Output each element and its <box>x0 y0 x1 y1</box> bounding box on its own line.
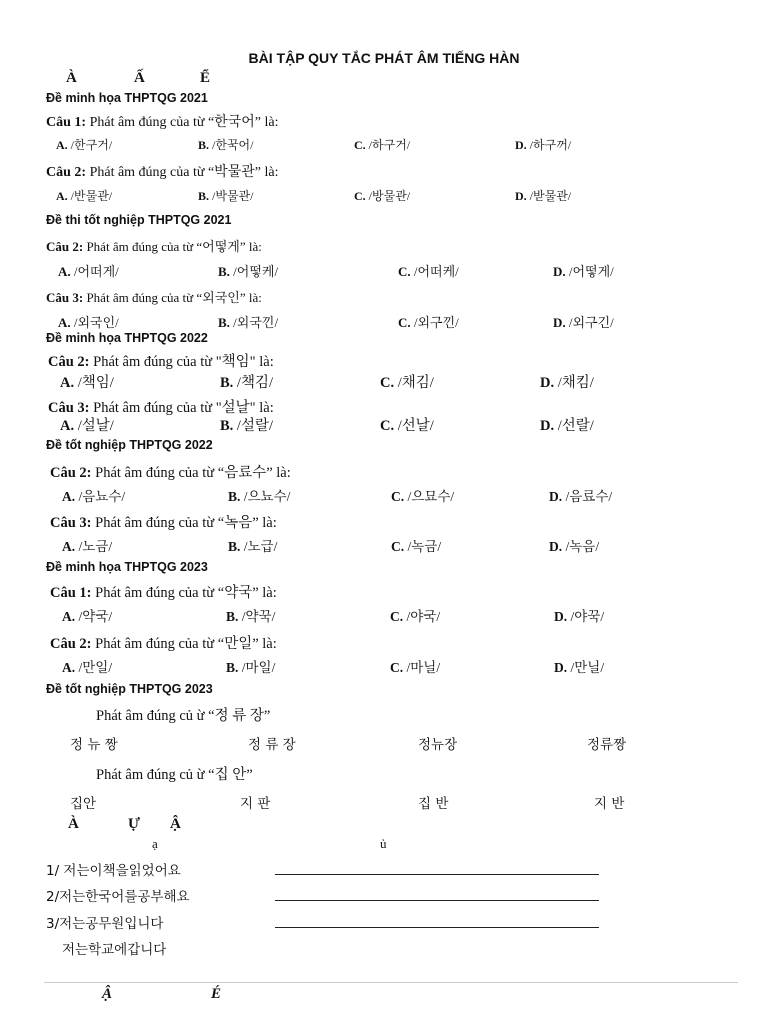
option-b: B. /노급/ <box>228 539 278 554</box>
option-d: D. /어떻게/ <box>553 264 614 279</box>
section-heading: Đề minh họa THPTQG 2023 <box>46 560 208 574</box>
option-d: 정류짱 <box>587 737 627 753</box>
section-heading: Đề tốt nghiệp THPTQG 2022 <box>46 438 213 452</box>
page-title: BÀI TẬP QUY TẮC PHÁT ÂM TIẾNG HÀN <box>248 50 520 66</box>
option-c: C. /어떠케/ <box>398 264 459 279</box>
option-c: C. /으묘수/ <box>391 489 455 504</box>
question: Câu 3: Phát âm đúng của từ "설날" là: <box>48 400 274 416</box>
exercise-sub-fragment-1: ạ <box>152 836 158 851</box>
answer-line[interactable] <box>275 900 599 901</box>
divider <box>44 982 738 983</box>
header-fragment-3: Ể <box>200 70 211 86</box>
option-d: D. /하구꺼/ <box>515 138 572 152</box>
header-fragment-2: Ấ <box>134 70 145 86</box>
option-c: C. /마닐/ <box>390 660 441 675</box>
option-b: B. /약꾹/ <box>226 609 276 624</box>
option-a: A. /설날/ <box>60 418 114 434</box>
question-text: Phát âm đúng củ ừ “정 류 장” <box>96 708 271 724</box>
exercise-item: 2/저는한국어를공부해요 <box>46 889 190 905</box>
option-b: B. /박물관/ <box>198 189 254 203</box>
option-d: D. /야꾹/ <box>554 609 605 624</box>
option-c: C. /선날/ <box>380 418 434 434</box>
exercise-fragment-3: Ậ <box>170 816 181 832</box>
option-b: 정 류 장 <box>248 737 296 753</box>
option-b: B. /외국낀/ <box>218 315 279 330</box>
exercise-item: 저는학교에갑니다 <box>62 942 167 958</box>
question: Câu 2: Phát âm đúng của từ “어떻게” là: <box>46 239 262 254</box>
option-a: 정 뉴 짱 <box>70 737 118 753</box>
question: Câu 3: Phát âm đúng của từ “녹음” là: <box>50 515 277 531</box>
answer-line[interactable] <box>275 874 599 875</box>
option-a: A. /한구거/ <box>56 138 113 152</box>
answer-line[interactable] <box>275 927 599 928</box>
exercise-fragment-2: Ự <box>128 816 140 832</box>
option-a: A. /외국인/ <box>58 315 119 330</box>
option-a: A. /음뇨수/ <box>62 489 126 504</box>
option-a: A. /책임/ <box>60 375 114 391</box>
exercise-sub-fragment-2: ủ <box>380 836 387 851</box>
option-d: D. /채킴/ <box>540 375 594 391</box>
question-text: Phát âm đúng củ ừ “집 안” <box>96 767 253 783</box>
option-a: A. /약국/ <box>62 609 113 624</box>
option-c: C. /방물관/ <box>354 189 411 203</box>
question: Câu 2: Phát âm đúng của từ “만일” là: <box>50 636 277 652</box>
exercise-item: 3/저는공무원입니다 <box>46 916 164 932</box>
option-a: A. /반물관/ <box>56 189 113 203</box>
option-c: C. /채김/ <box>380 375 434 391</box>
question <box>46 111 278 131</box>
option-c: C. /야국/ <box>390 609 441 624</box>
option-c: 집 반 <box>418 796 449 812</box>
option-b: B. /어떻케/ <box>218 264 279 279</box>
section-heading: Đề minh họa THPTQG 2021 <box>46 91 208 105</box>
option-d: D. /선랄/ <box>540 418 594 434</box>
option-d: D. /녹음/ <box>549 539 600 554</box>
question: Câu 2: Phát âm đúng của từ “박물관” là: <box>46 165 279 180</box>
option-b: B. /설랄/ <box>220 418 273 434</box>
section-heading: Đề minh họa THPTQG 2022 <box>46 331 208 345</box>
option-d: D. /받물관/ <box>515 189 572 203</box>
option-b: 지 판 <box>240 796 271 812</box>
question-label: Câu 1: <box>46 115 87 130</box>
option-d: D. /음료수/ <box>549 489 613 504</box>
option-b: B. /마일/ <box>226 660 276 675</box>
option-a: 집안 <box>70 796 97 812</box>
option-c: C. /녹금/ <box>391 539 442 554</box>
option-a: A. /어떠게/ <box>58 264 119 279</box>
header-fragment-1: À <box>66 70 77 86</box>
question: Câu 2: Phát âm đúng của từ "책임" là: <box>48 354 274 370</box>
option-a: A. /노금/ <box>62 539 113 554</box>
exercise-item: 1/ 저는이책을읽었어요 <box>46 863 181 879</box>
option-a: A. /만일/ <box>62 660 113 675</box>
option-c: C. /하구거/ <box>354 138 411 152</box>
footer-fragment-2: É <box>211 986 222 1002</box>
option-c: C. /외구낀/ <box>398 315 459 330</box>
option-c: 정뉴장 <box>418 737 458 753</box>
section-heading: Đề tốt nghiệp THPTQG 2023 <box>46 682 213 696</box>
question: Câu 2: Phát âm đúng của từ “음료수” là: <box>50 465 291 481</box>
option-d: D. /외구긴/ <box>553 315 614 330</box>
footer-fragment-1: Ậ <box>102 986 113 1002</box>
option-b: B. /한꾹어/ <box>198 138 254 152</box>
option-b: B. /으뇨수/ <box>228 489 291 504</box>
exercise-fragment-1: À <box>68 816 79 832</box>
question-text: Phát âm đúng của từ “한국어” là: <box>89 115 279 130</box>
option-b: B. /책김/ <box>220 375 273 391</box>
option-d: 지 반 <box>594 796 625 812</box>
section-heading: Đề thi tốt nghiệp THPTQG 2021 <box>46 213 232 227</box>
question: Câu 1: Phát âm đúng của từ “약국” là: <box>50 585 277 601</box>
option-d: D. /만닐/ <box>554 660 605 675</box>
question: Câu 3: Phát âm đúng của từ “외국인” là: <box>46 290 262 305</box>
